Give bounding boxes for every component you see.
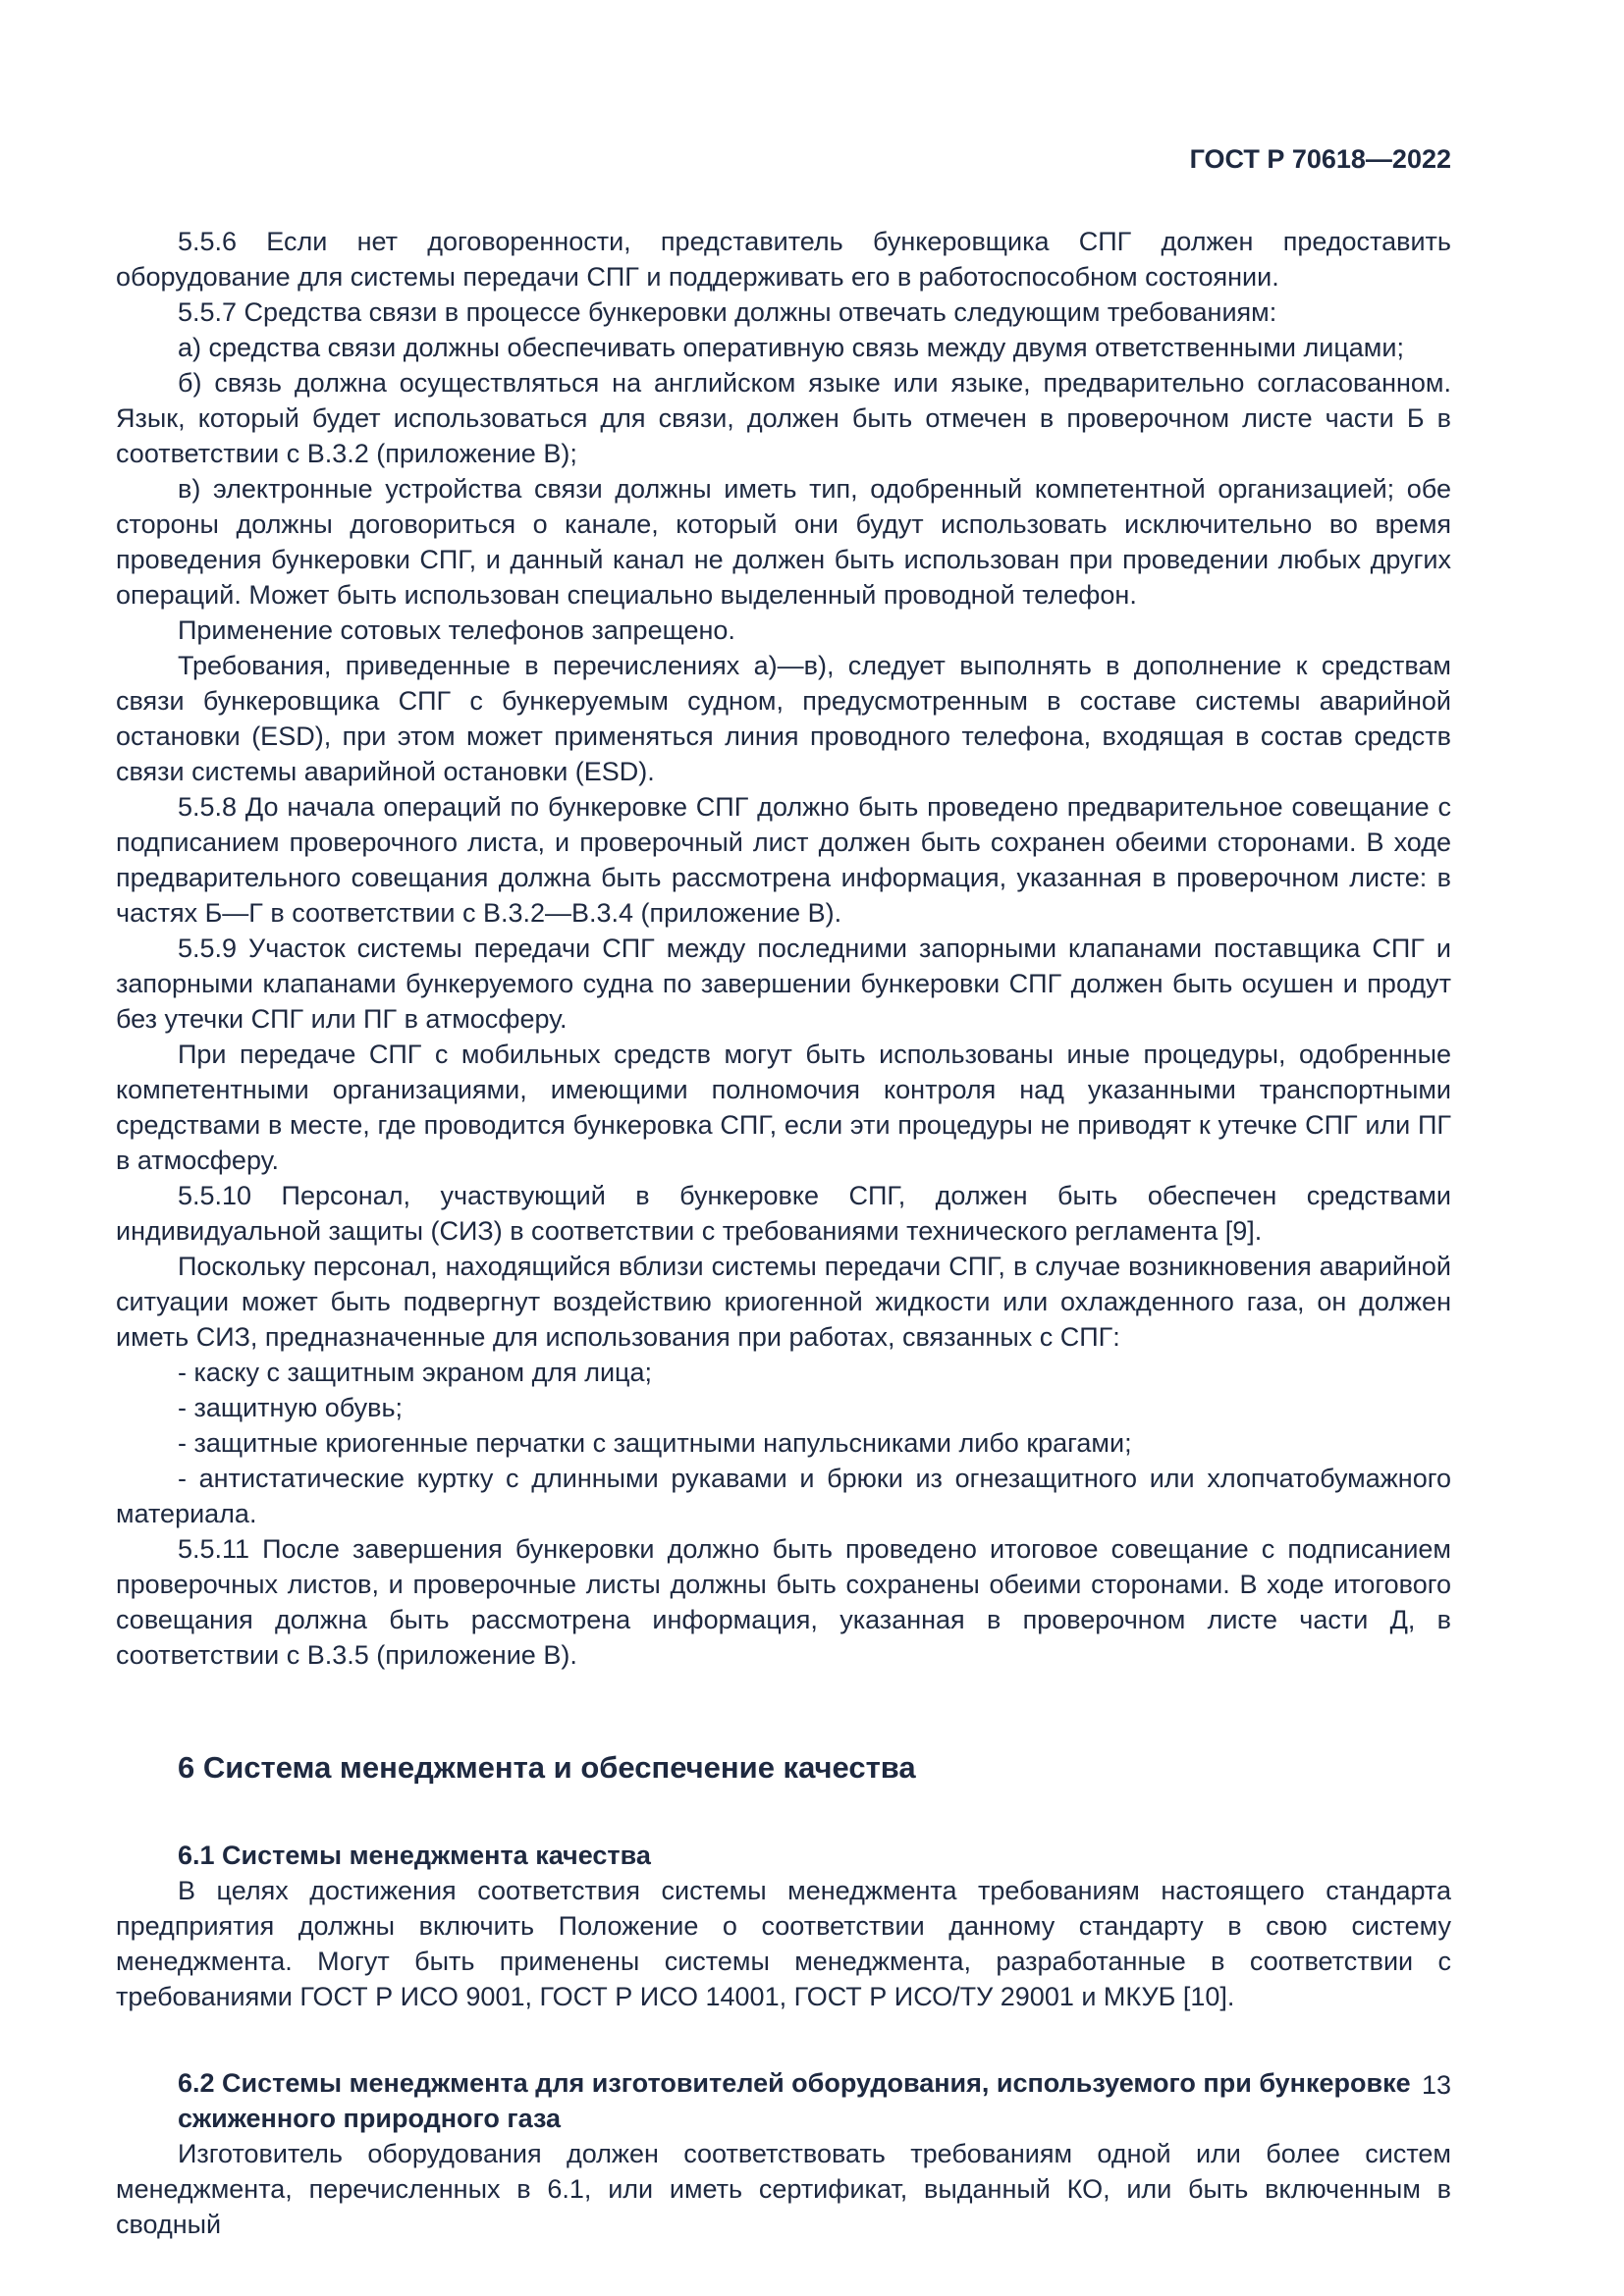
ppe-item-gloves: - защитные криогенные перчатки с защитными напульсниками либо крагами; (178, 1428, 1132, 1458)
para-mobile-transfer: При передаче СПГ с мобильных средств могут быть использованы иные процедуры, одобренные компетентными организациями, имеющими полномочия контроля над указанными транспортными средствами в месте, где проводится бункеровка СПГ, если эти процедуры не приводят к утечке СПГ или ПГ в атмосферу. (116, 1040, 1451, 1175)
para-cell-phones: Применение сотовых телефонов запрещено. (178, 615, 735, 645)
list-item-b: б) связь должна осуществляться на английском языке или языке, предварительно согласованном. Язык, который будет использоваться для связи, должен быть отмечен в проверочном листе части Б в соответствии с В.3.2 (приложение В); (116, 368, 1451, 468)
page-content (116, 143, 1451, 2242)
section-6-heading: 6 Система менеджмента и обеспечение качества (178, 1750, 916, 1785)
ppe-item-jacket: - антистатические куртку с длинными рукавами и брюки из огнезащитного или хлопчатобумажного материала. (116, 1464, 1451, 1528)
para-5-5-6: 5.5.6 Если нет договоренности, представитель бункеровщика СПГ должен предоставить оборудование для системы передачи СПГ и поддерживать его в работоспособном состоянии. (116, 227, 1451, 292)
subsection-6-2-heading: 6.2 Системы менеджмента для изготовителей оборудования, используемого при бункеровке сжиженного природного газа (178, 2068, 1411, 2133)
ppe-item-helmet: - каску с защитным экраном для лица; (178, 1358, 653, 1387)
para-siz: Поскольку персонал, находящийся вблизи системы передачи СПГ, в случае возникновения аварийной ситуации может быть подвергнут воздействию криогенной жидкости или охлажденного газа, он должен иметь СИЗ, предназначенные для использования при работах, связанных с СПГ: (116, 1252, 1451, 1352)
page-number: 13 (1421, 2070, 1451, 2100)
para-5-5-7: 5.5.7 Средства связи в процессе бункеровки должны отвечать следующим требованиям: (178, 297, 1277, 327)
para-5-5-10: 5.5.10 Персонал, участвующий в бункеровке СПГ, должен быть обеспечен средствами индивидуальной защиты (СИЗ) в соответствии с требованиями технического регламента [9]. (116, 1181, 1451, 1246)
document-code-header: ГОСТ Р 70618—2022 (1189, 144, 1451, 174)
para-6-1: В целях достижения соответствия системы менеджмента требованиям настоящего стандарта предприятия должны включить Положение о соответствии данному стандарту в свою систему менеджмента. Могут быть применены системы менеджмента, разработанные в соответствии с требованиями ГОСТ Р ИСО 9001, ГОСТ Р ИСО 14001, ГОСТ Р ИСО/ТУ 29001 и МКУБ [10]. (116, 1876, 1451, 2011)
para-5-5-11: 5.5.11 После завершения бункеровки должно быть проведено итоговое совещание с подписанием проверочных листов, и проверочные листы должны быть сохранены обеими сторонами. В ходе итогового совещания должна быть рассмотрена информация, указанная в проверочном листе части Д, в соответствии с В.3.5 (приложение В). (116, 1534, 1451, 1670)
para-6-2: Изготовитель оборудования должен соответствовать требованиям одной или более систем менеджмента, перечисленных в 6.1, или иметь сертификат, выданный КО, или быть включенным в сводный (116, 2139, 1451, 2239)
subsection-6-1-heading: 6.1 Системы менеджмента качества (178, 1841, 651, 1870)
ppe-item-boots: - защитную обувь; (178, 1393, 404, 1422)
list-item-v: в) электронные устройства связи должны иметь тип, одобренный компетентной организацией; обе стороны должны договориться о канале, который они будут использовать исключительно во время проведения бункеровки СПГ, и данный канал не должен быть использован при проведении любых других операций. Может быть использован специально выделенный проводной телефон. (116, 474, 1451, 610)
para-5-5-8: 5.5.8 До начала операций по бункеровке СПГ должно быть проведено предварительное совещание с подписанием проверочного листа, и проверочный лист должен быть сохранен обеими сторонами. В ходе предварительного совещания должна быть рассмотрена информация, указанная в проверочном листе: в частях Б—Г в соответствии с В.3.2—В.3.4 (приложение В). (116, 792, 1451, 928)
list-item-a: а) средства связи должны обеспечивать оперативную связь между двумя ответственными лицами; (178, 333, 1404, 362)
para-5-5-9: 5.5.9 Участок системы передачи СПГ между последними запорными клапанами поставщика СПГ и запорными клапанами бункеруемого судна по завершении бункеровки СПГ должен быть осушен и продут без утечки СПГ или ПГ в атмосферу. (116, 934, 1451, 1034)
para-requirements-esd: Требования, приведенные в перечислениях а)—в), следует выполнять в дополнение к средствам связи бункеровщика СПГ с бункеруемым судном, предусмотренным в составе системы аварийной остановки (ESD), при этом может применяться линия проводного телефона, входящая в состав средств связи системы аварийной остановки (ESD). (116, 651, 1451, 786)
